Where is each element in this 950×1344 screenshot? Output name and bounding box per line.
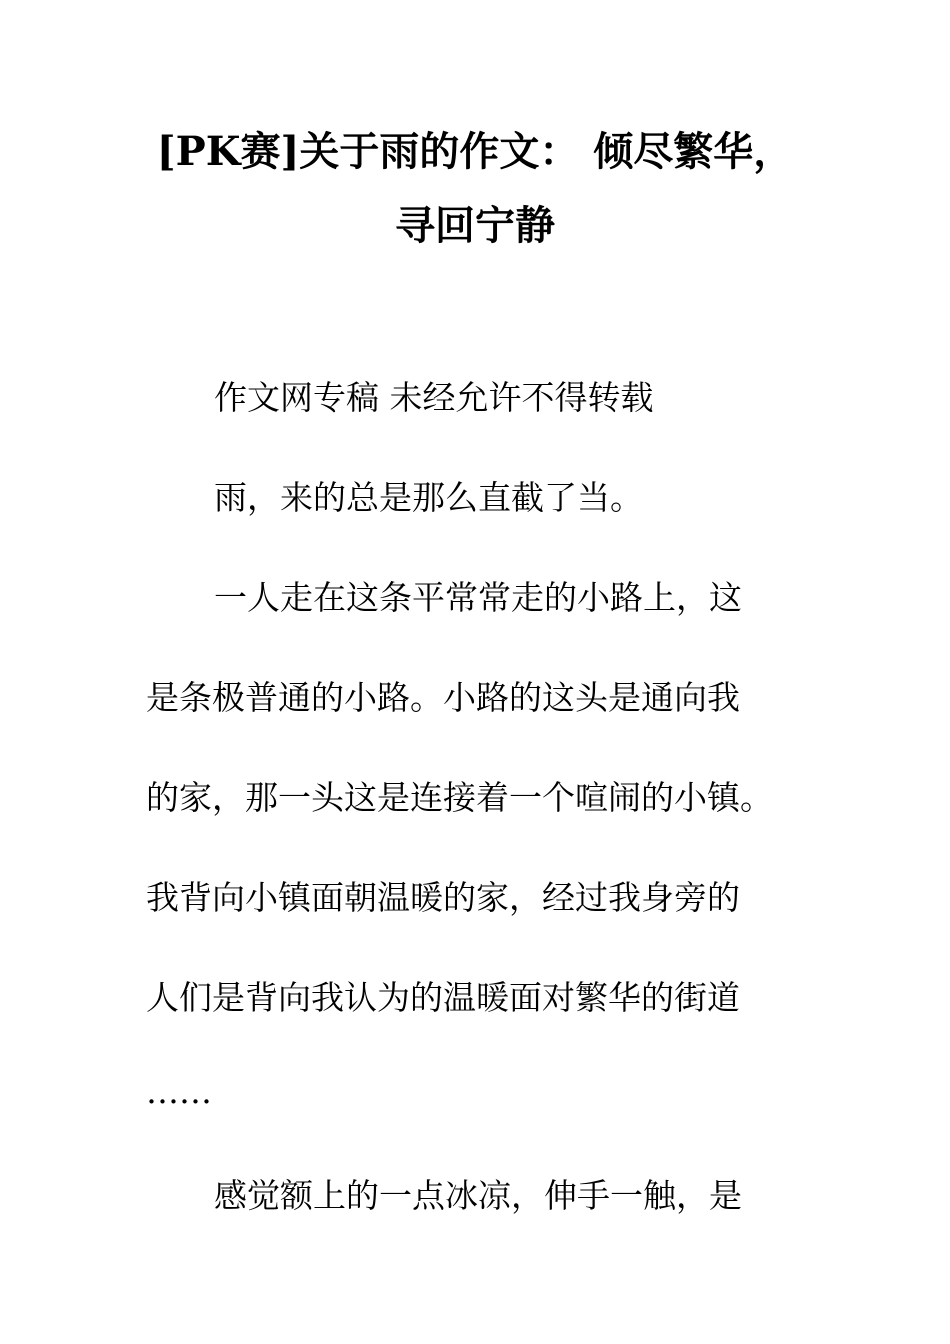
body-line: 感觉额上的一点冰凉，伸手一触，是 (214, 1176, 742, 1215)
copyright-notice: 作文网专稿 未经允许不得转载 (214, 378, 654, 417)
body-line: 的家，那一头这是连接着一个喧闹的小镇。 (146, 778, 773, 817)
body-line: 我背向小镇面朝温暖的家，经过我身旁的 (146, 878, 740, 917)
body-line: …… (146, 1072, 212, 1111)
body-line: 一人走在这条平常常走的小路上，这 (214, 578, 742, 617)
body-line: 人们是背向我认为的温暖面对繁华的街道 (146, 978, 740, 1017)
body-line: 是条极普通的小路。小路的这头是通向我 (146, 678, 740, 717)
document-title-line-1: [PK赛]关于雨的作文： 倾尽繁华， (156, 128, 794, 175)
body-line: 雨，来的总是那么直截了当。 (214, 478, 643, 517)
document-title-line-2: 寻回宁静 (395, 202, 555, 249)
